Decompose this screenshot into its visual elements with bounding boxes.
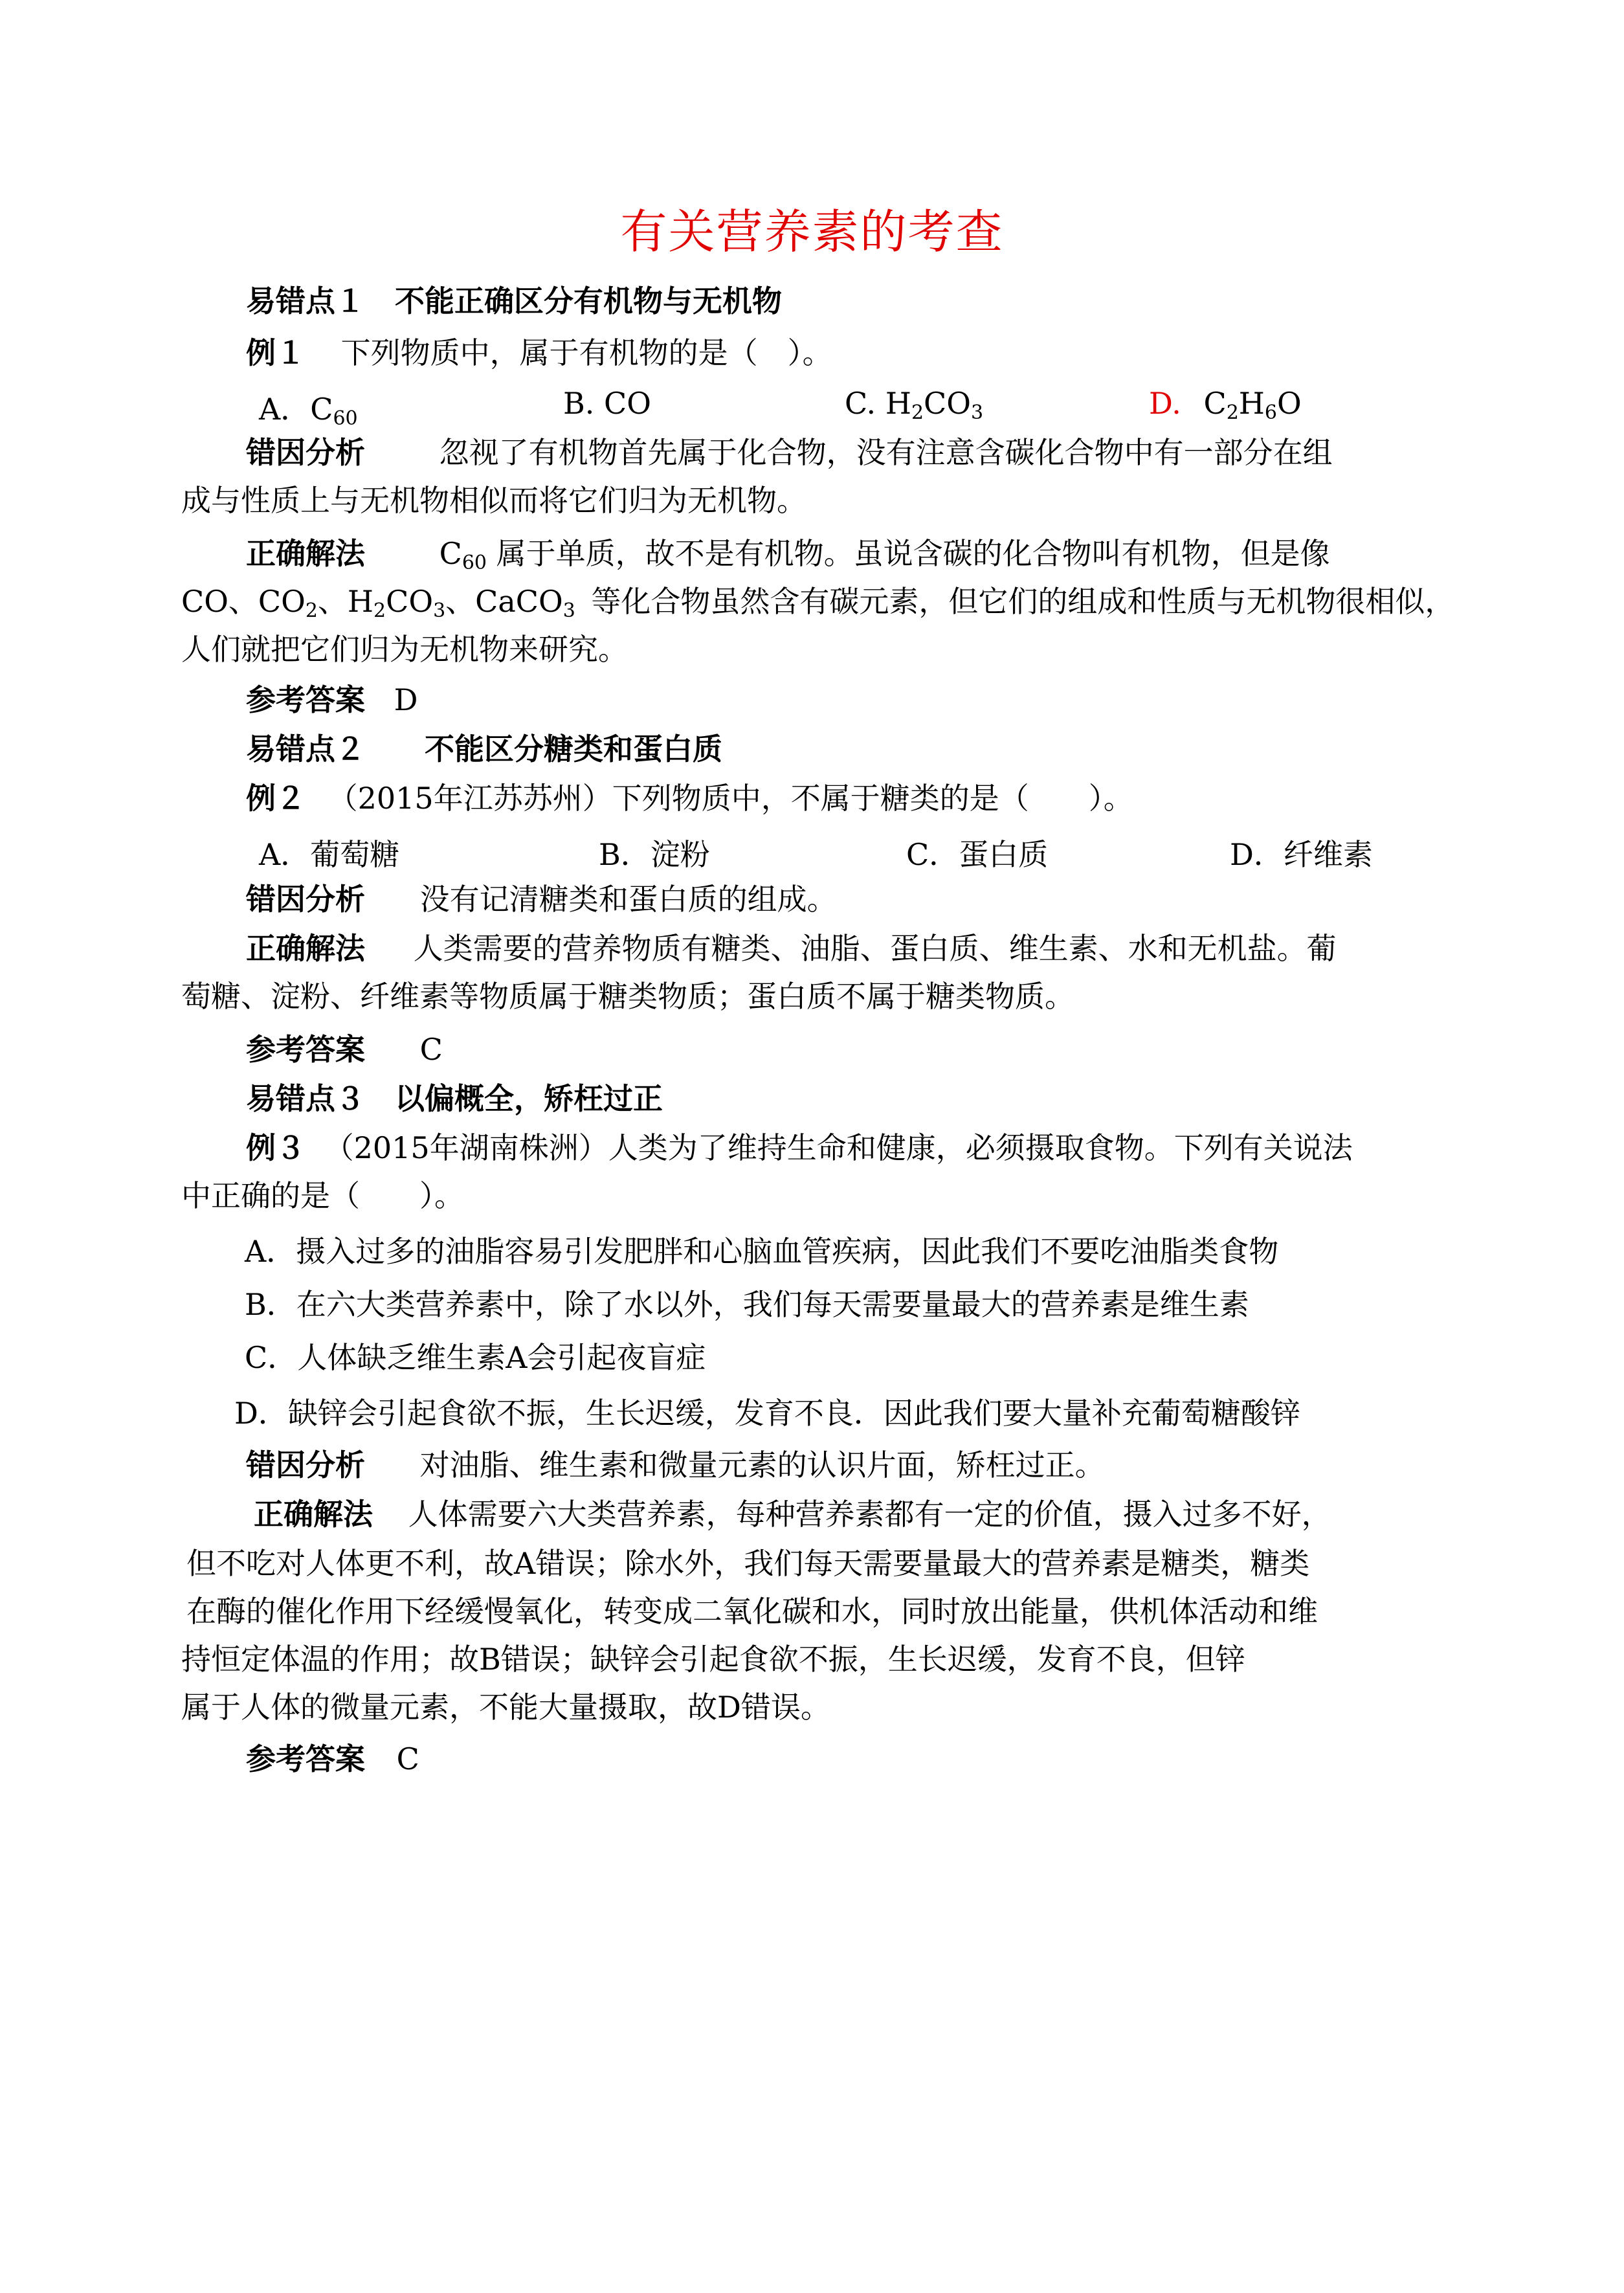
answer-3 bbox=[246, 1741, 419, 1777]
solution-label: 正确解法 bbox=[246, 536, 365, 571]
answer-label: 参考答案 bbox=[246, 1032, 365, 1067]
option-c-part2: CO bbox=[924, 386, 971, 421]
example3-line2: 中正确的是（ ）。 bbox=[181, 1178, 464, 1213]
example2-option-c: C．蛋白质 bbox=[906, 837, 1049, 872]
solution-1-line2 bbox=[181, 584, 1454, 620]
solution-text: 人体需要六大类营养素，每种营养素都有一定的价值，摄入过多不好， bbox=[408, 1497, 1331, 1532]
solution-3-line3: 在酶的催化作用下经缓慢氧化，转变成二氧化碳和水，同时放出能量，供机体活动和维 bbox=[186, 1594, 1318, 1629]
option-c-sub1: 2 bbox=[911, 401, 924, 424]
option-d-part3: O bbox=[1277, 386, 1302, 421]
formula-co3: CO bbox=[386, 584, 434, 619]
solution-text-2: 等化合物虽然含有碳元素，但它们的组成和性质与无机物很相似， bbox=[591, 584, 1455, 619]
answer-label: 参考答案 bbox=[246, 1741, 365, 1776]
solution-2-line1 bbox=[246, 931, 1337, 967]
example1-text: 下列物质中，属于有机物的是（ ）。 bbox=[340, 335, 832, 370]
sub-4: 3 bbox=[562, 599, 575, 622]
example3-line1 bbox=[246, 1130, 1353, 1166]
option-c-sub2: 3 bbox=[970, 401, 984, 424]
option-d-sub2: 6 bbox=[1264, 401, 1278, 424]
example1-option-d bbox=[1149, 386, 1302, 424]
solution-label: 正确解法 bbox=[246, 931, 365, 966]
example2-option-b: B．淀粉 bbox=[599, 837, 710, 872]
solution-3-line2: 但不吃对人体更不利，故A错误；除水外，我们每天需要量最大的营养素是糖类，糖类 bbox=[186, 1546, 1310, 1581]
solution-1-line3: 人们就把它们归为无机物来研究。 bbox=[181, 632, 628, 667]
example1-option-c bbox=[845, 386, 984, 424]
error-analysis-2 bbox=[246, 882, 837, 917]
sub-2: 2 bbox=[373, 599, 386, 622]
error-analysis-text: 没有记清糖类和蛋白质的组成。 bbox=[419, 882, 837, 917]
error-analysis-label: 错因分析 bbox=[246, 882, 365, 917]
solution-text: 人类需要的营养物质有糖类、油脂、蛋白质、维生素、水和无机盐。葡 bbox=[413, 931, 1337, 966]
answer-1 bbox=[246, 682, 418, 718]
solution-subscript: 60 bbox=[462, 552, 487, 574]
section1-heading: 易错点１ 不能正确区分有机物与无机物 bbox=[246, 284, 782, 319]
error-analysis-text: 忽视了有机物首先属于化合物，没有注意含碳化合物中有一部分在组 bbox=[439, 435, 1333, 470]
example3-option-d: D．缺锌会引起食欲不振，生长迟缓，发育不良．因此我们要大量补充葡萄糖酸锌 bbox=[234, 1396, 1300, 1431]
error-analysis-text: 对油脂、维生素和微量元素的认识片面，矫枉过正。 bbox=[419, 1448, 1105, 1482]
solution-label: 正确解法 bbox=[254, 1497, 373, 1532]
solution-3-line5: 属于人体的微量元素，不能大量摄取，故D错误。 bbox=[181, 1690, 830, 1725]
solution-3-line1 bbox=[254, 1497, 1331, 1532]
sub-1: 2 bbox=[305, 599, 318, 622]
example1-option-b: B. CO bbox=[563, 386, 651, 421]
formula-caco: 、CaCO bbox=[445, 584, 563, 619]
example1-option-a bbox=[259, 386, 358, 429]
example1 bbox=[246, 335, 832, 371]
example1-label: 例１ bbox=[246, 335, 306, 370]
error-analysis-3 bbox=[246, 1448, 1105, 1483]
section3-heading: 易错点３ 以偏概全，矫枉过正 bbox=[246, 1081, 663, 1116]
answer-value: C bbox=[396, 1741, 419, 1776]
example2-text: （2015年江苏苏州）下列物质中，不属于糖类的是（ ）。 bbox=[328, 781, 1133, 816]
option-a-formula: C bbox=[310, 392, 333, 427]
page-title: 有关营养素的考查 bbox=[620, 205, 1004, 259]
example2-option-a: A．葡萄糖 bbox=[259, 837, 400, 872]
solution-2-line2: 萄糖、淀粉、纤维素等物质属于糖类物质；蛋白质不属于糖类物质。 bbox=[181, 979, 1074, 1014]
option-d-part1: C bbox=[1203, 386, 1227, 421]
error-analysis-label: 错因分析 bbox=[246, 1448, 365, 1482]
formula-co: CO、CO bbox=[181, 584, 306, 619]
option-d-part2: H bbox=[1238, 386, 1265, 421]
answer-value: D bbox=[394, 682, 418, 717]
section2-heading: 易错点２ 不能区分糖类和蛋白质 bbox=[246, 732, 722, 766]
option-c-part1: H bbox=[885, 386, 911, 421]
error-analysis-label: 错因分析 bbox=[246, 435, 365, 470]
error-analysis-1-cont: 成与性质上与无机物相似而将它们归为无机物。 bbox=[181, 483, 806, 518]
solution-formula: C bbox=[439, 536, 462, 571]
option-d-sub1: 2 bbox=[1226, 401, 1239, 424]
example2-option-d: D．纤维素 bbox=[1230, 837, 1373, 872]
option-a-label: A． bbox=[259, 392, 311, 427]
example2 bbox=[246, 781, 1133, 816]
answer-label: 参考答案 bbox=[246, 682, 365, 717]
example3-option-c: C．人体缺乏维生素A会引起夜盲症 bbox=[245, 1340, 706, 1375]
example2-label: 例２ bbox=[246, 781, 306, 816]
answer-2 bbox=[246, 1032, 443, 1068]
solution-text: 属于单质，故不是有机物。虽说含碳的化合物叫有机物，但是像 bbox=[496, 536, 1330, 571]
formula-h: 、H bbox=[317, 584, 374, 619]
example3-text: （2015年湖南株洲）人类为了维持生命和健康，必须摄取食物。下列有关说法 bbox=[324, 1130, 1353, 1165]
option-c-label: C. bbox=[845, 386, 885, 421]
solution-3-line4: 持恒定体温的作用；故B错误；缺锌会引起食欲不振，生长迟缓，发育不良，但锌 bbox=[181, 1642, 1245, 1677]
option-d-label: D. bbox=[1149, 386, 1181, 421]
example3-option-b: B．在六大类营养素中，除了水以外，我们每天需要量最大的营养素是维生素 bbox=[245, 1287, 1249, 1322]
error-analysis-1 bbox=[246, 435, 1333, 471]
sub-3: 3 bbox=[433, 599, 446, 622]
example3-option-a: A．摄入过多的油脂容易引发肥胖和心脑血管疾病，因此我们不要吃油脂类食物 bbox=[245, 1234, 1279, 1269]
example3-label: 例３ bbox=[246, 1130, 306, 1165]
option-a-subscript: 60 bbox=[333, 407, 358, 430]
answer-value: C bbox=[419, 1032, 443, 1067]
solution-1-line1 bbox=[246, 536, 1330, 572]
